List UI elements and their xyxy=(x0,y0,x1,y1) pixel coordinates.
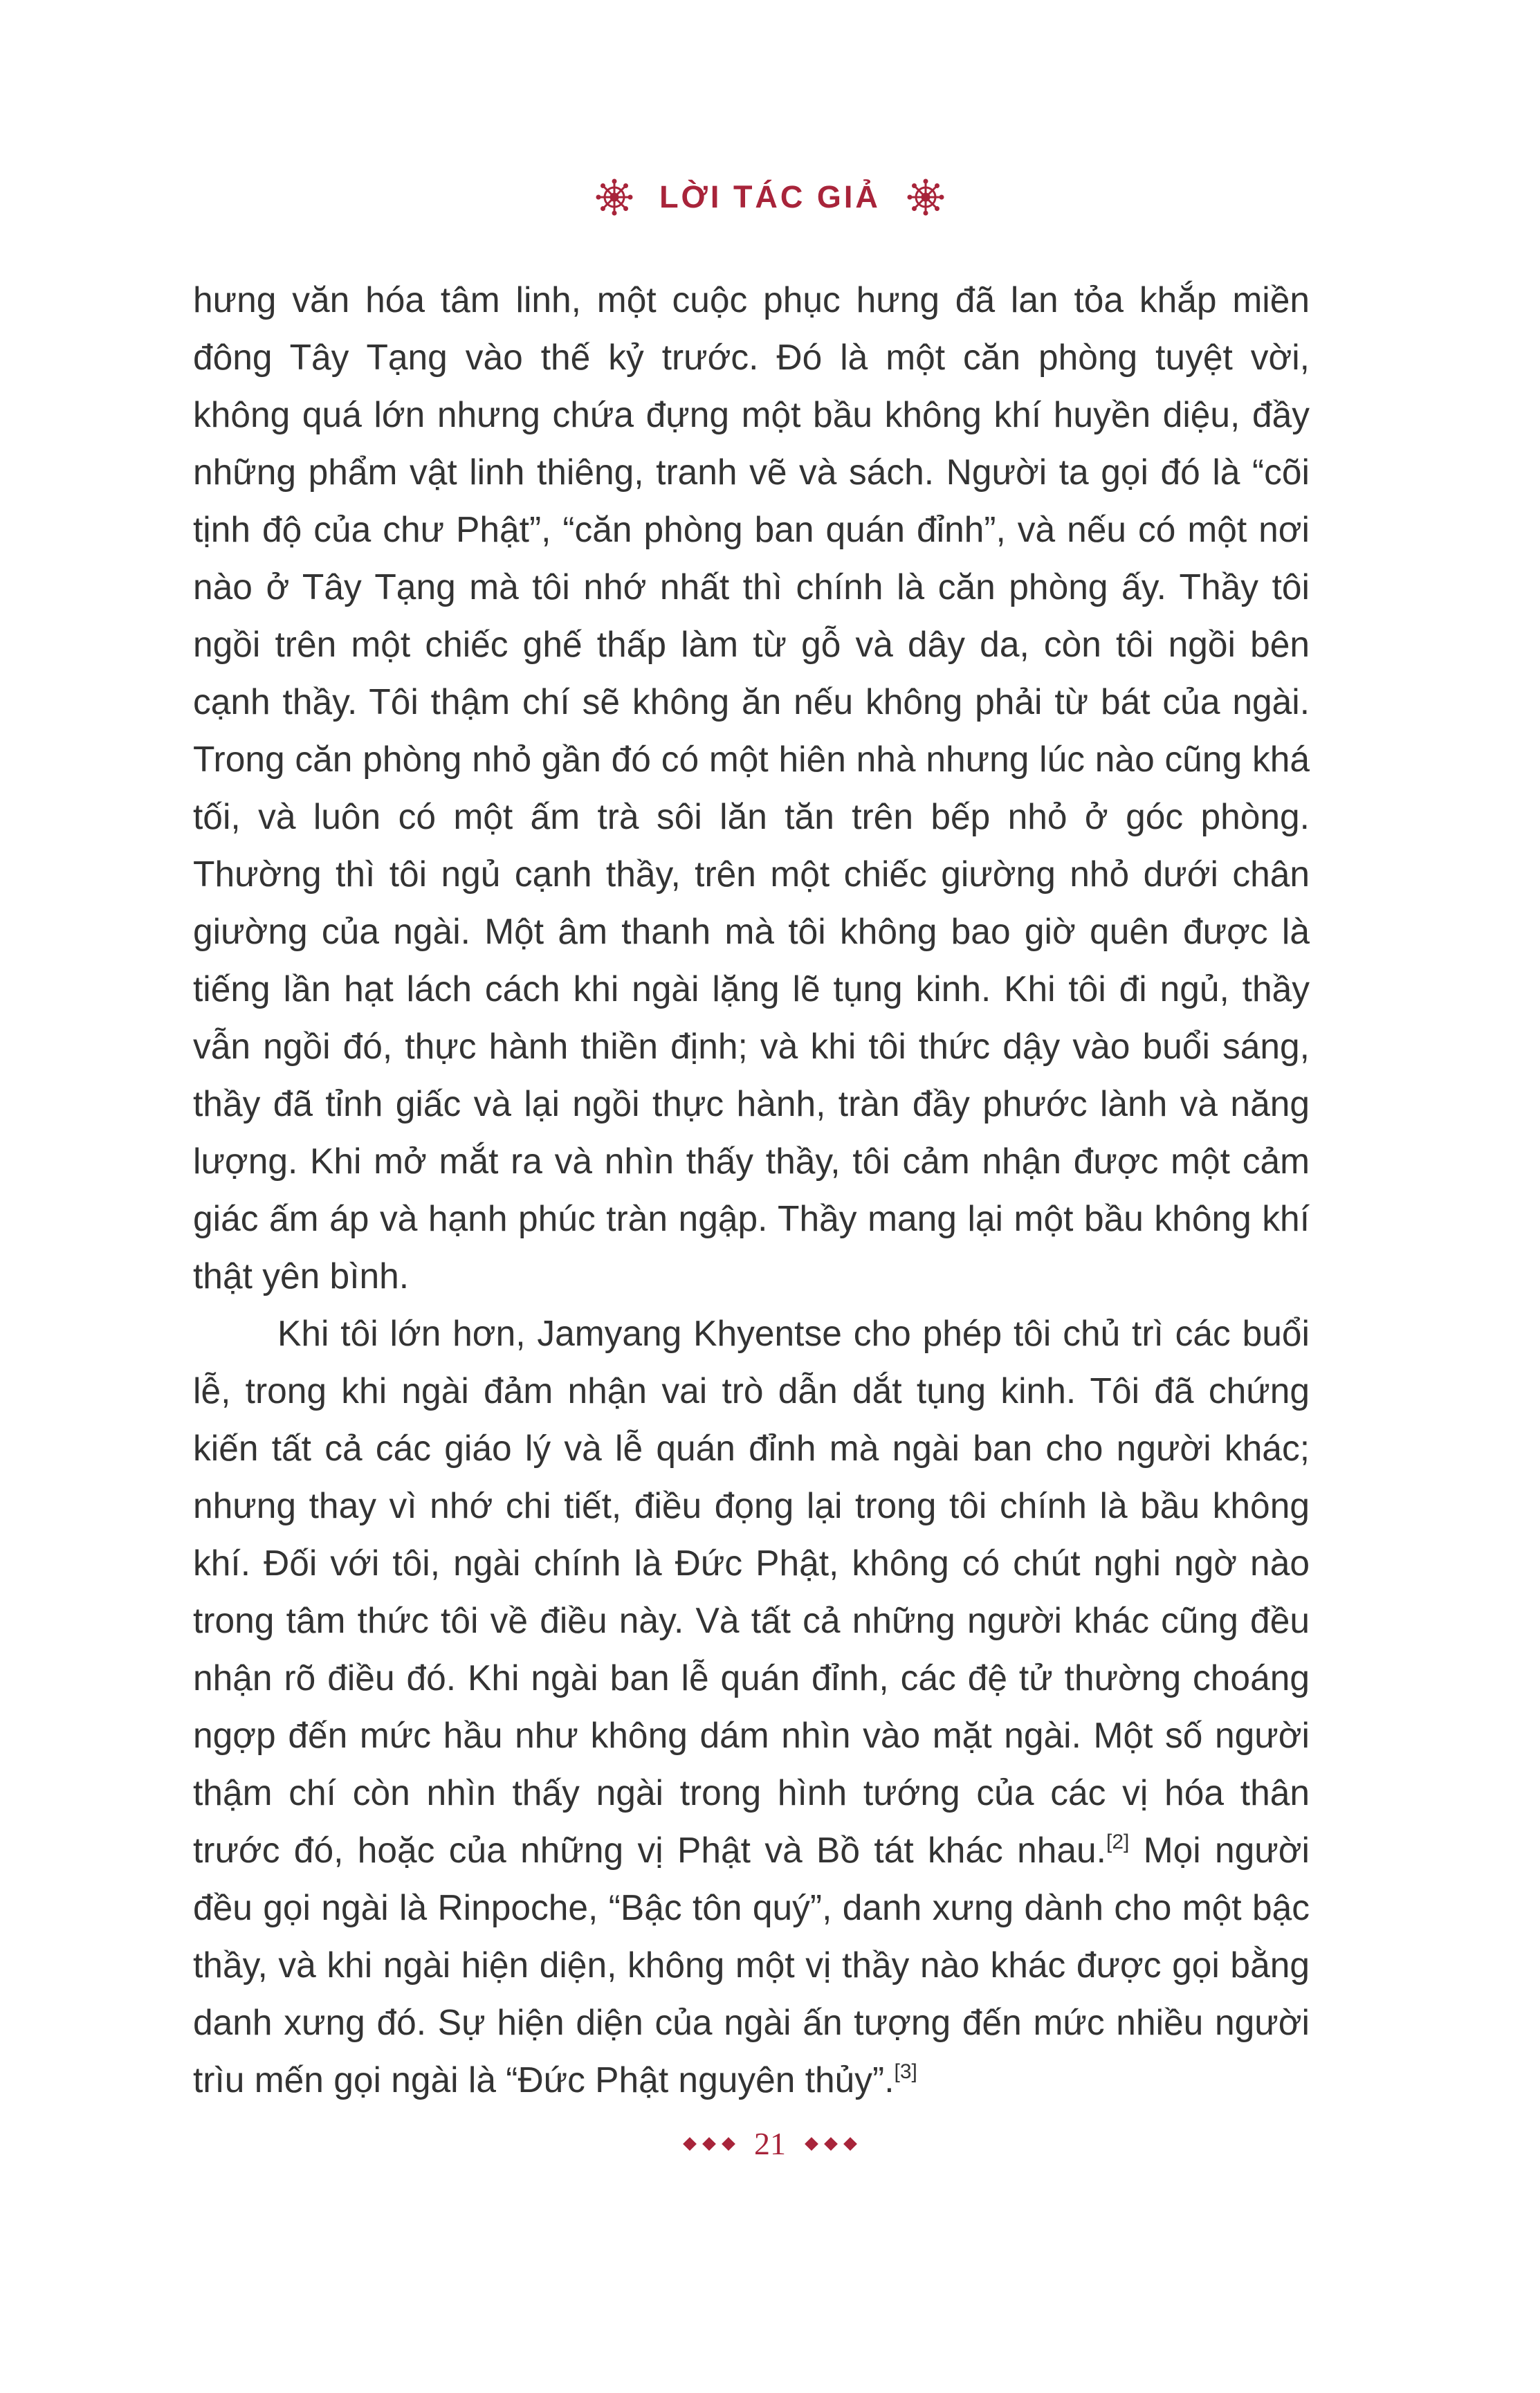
paragraph: hưng văn hóa tâm linh, một cuộc phục hưng đã lan tỏa khắp miền đông Tây Tạng vào thế kỷ trước. Đó là một căn phòng tuyệt vời, không quá lớn nhưng chứa đựng một bầu không khí huyền diệu, đầy những phẩm vật linh thiêng, tranh vẽ và sách. Người ta gọi đó là “cõi tịnh độ của chư Phật”, “căn phòng ban quán đỉnh”, và nếu có một nơi nào ở Tây Tạng mà tôi nhớ nhất thì chính là căn phòng ấy. Thầy tôi ngồi trên một chiếc ghế thấp làm từ gỗ và dây da, còn tôi ngồi bên cạnh thầy. Tôi thậm chí sẽ không ăn nếu không phải từ bát của ngài. Trong căn phòng nhỏ gần đó có một hiên nhà nhưng lúc nào cũng khá tối, và luôn có một ấm trà sôi lăn tăn trên bếp nhỏ ở góc phòng. Thường thì tôi ngủ cạnh thầy, trên một chiếc giường nhỏ dưới chân giường của ngài. Một âm thanh mà tôi không bao giờ quên được là tiếng lần hạt lách cách khi ngài lặng lẽ tụng kinh. Khi tôi đi ngủ, thầy vẫn ngồi đó, thực hành thiền định; và khi tôi thức dậy vào buổi sáng, thầy đã tỉnh giấc và lại ngồi thực hành, tràn đầy phước lành và năng lượng. Khi mở mắt ra và nhìn thấy thầy, tôi cảm nhận được một cảm giác ấm áp và hạnh phúc tràn ngập. Thầy mang lại một bầu không khí thật yên bình. xyxy=(193,279,1310,1296)
paragraph-text: Khi tôi lớn hơn, Jamyang Khyentse cho phép tôi chủ trì các buổi lễ, trong khi ngài đảm nhận vai trò dẫn dắt tụng kinh. Tôi đã chứng kiến tất cả các giáo lý và lễ quán đỉnh mà ngài ban cho người khác; nhưng thay vì nhớ chi tiết, điều đọng lại trong tôi chính là bầu không khí. Đối với tôi, ngài chính là Đức Phật, không có chút nghi ngờ nào trong tâm thức tôi về điều này. Và tất cả những người khác cũng đều nhận rõ điều đó. Khi ngài ban lễ quán đỉnh, các đệ tử thường choáng ngợp đến mức hầu như không dám nhìn vào mặt ngài. Một số người thậm chí còn nhìn thấy ngài trong hình tướng của các vị hóa thân trước đó, hoặc của những vị Phật và Bồ tát khác nhau. xyxy=(193,1313,1310,1870)
body-text xyxy=(193,271,1310,2109)
dharma-wheel-icon xyxy=(596,178,633,216)
page-number: 21 xyxy=(754,2126,786,2161)
paragraph-text: Mọi người đều gọi ngài là Rinpoche, “Bậc tôn quý”, danh xưng dành cho một bậc thầy, và khi ngài hiện diện, không một vị thầy nào khác được gọi bằng danh xưng đó. Sự hiện diện của ngài ấn tượng đến mức nhiều người trìu mến gọi ngài là “Đức Phật nguyên thủy”. xyxy=(193,1830,1310,2100)
footnote-reference[interactable]: [3] xyxy=(894,2060,917,2083)
chapter-title: LỜI TÁC GIẢ xyxy=(659,179,881,214)
dharma-wheel-icon xyxy=(907,178,944,216)
page-header xyxy=(0,178,1540,216)
page-footer xyxy=(0,2125,1540,2162)
paragraph xyxy=(193,1305,1310,2109)
footnote-reference[interactable]: [2] xyxy=(1106,1831,1130,1853)
diamond-dots-icon xyxy=(685,2139,733,2149)
diamond-dots-icon xyxy=(807,2139,855,2149)
